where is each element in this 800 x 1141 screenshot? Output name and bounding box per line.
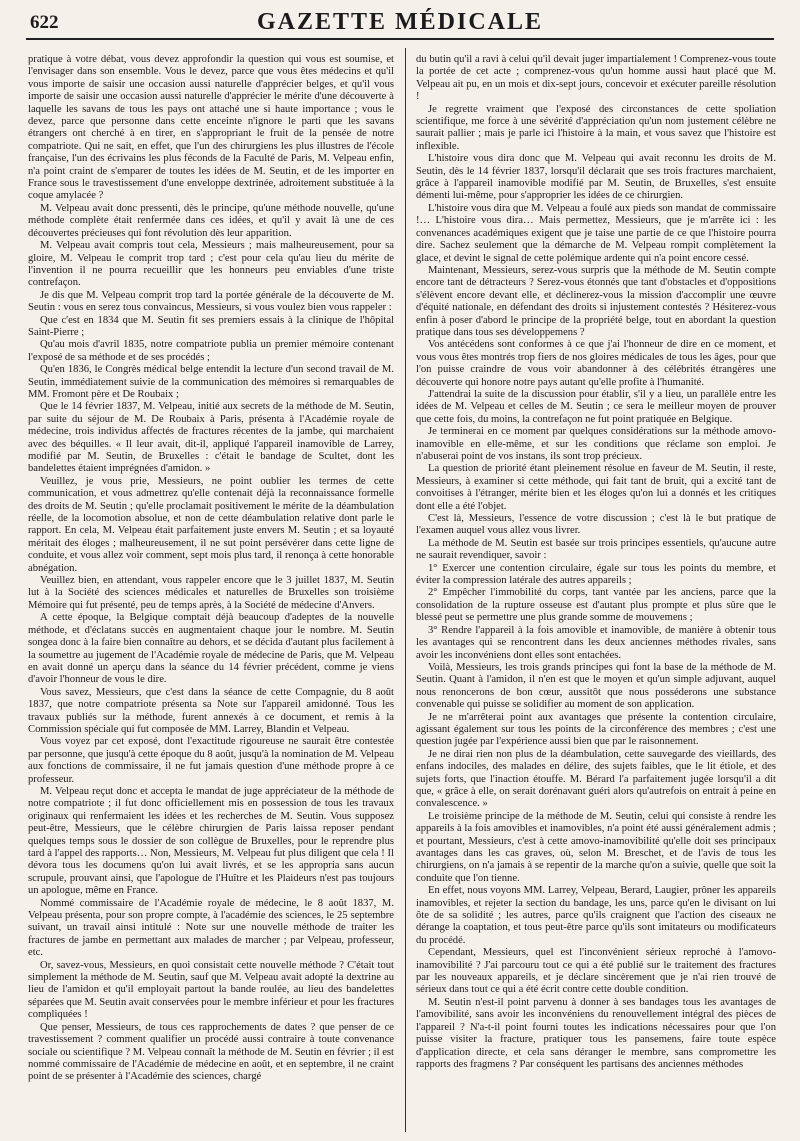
paragraph: En effet, nous voyons MM. Larrey, Velpeau, Berard, Laugier, prôner les appareils inamovibles, et rejeter la section du bandage, les uns, parce qu'en le divisant on lui ôte de sa solidité ; les autres, parce qu'ils craignent que l'action des ciseaux ne dérange la coaptation, et tous peut-être parce qu'ils sont imitateurs ou modificateurs du procédé. — [416, 885, 776, 946]
paragraph: 2° Empêcher l'immobilité du corps, tant vantée par les anciens, parce que la consolidation de la rupture osseuse est d'autant plus prompte et plus sûre que le blessé peut se permettre une plus grande somme de mouvemens ; — [416, 587, 776, 624]
paragraph: La question de priorité étant pleinement résolue en faveur de M. Seutin, il reste, Messieurs, à examiner si cette méthode, qui fait tant de bruit, qui a excité tant de convoitises à l'étranger, mérite bien et les éloges qu'on lui a donnés et les critiques dont elle a été l'objet. — [416, 463, 776, 512]
paragraph: Veuillez bien, en attendant, vous rappeler encore que le 3 juillet 1837, M. Seutin lut à la Société des sciences médicales et naturelles de Bruxelles son troisième Mémoire qui fut présenté, peu de temps après, à la Société de médecine d'Anvers. — [28, 575, 394, 611]
paragraph: 3° Rendre l'appareil à la fois amovible et inamovible, de manière à obtenir tous les avantages qui se rencontrent dans les deux anciennes méthodes rivales, sans avoir les inconvéniens dont elles sont entachées. — [416, 624, 776, 661]
left-column — [28, 54, 394, 1132]
paragraph: Nommé commissaire de l'Académie royale de médecine, le 8 août 1837, M. Velpeau présenta, pour son propre compte, à l'académie des sciences, le 25 septembre suivant, un travail ainsi intitulé : Note sur une nouvelle méthode de traiter les fractures de jambe en permettant aux malades de marcher ; par Velpeau, professeur, etc. — [28, 897, 394, 959]
paragraph: Que c'est en 1834 que M. Seutin fit ses premiers essais à la clinique de l'hôpital Saint-Pierre ; — [28, 314, 394, 338]
paragraph: pratique à votre débat, vous devez approfondir la question qui vous est soumise, et l'envisager dans son ensemble. Vous le devez, parce que vous êtes médecins et qu'il vous importe de saisir une occasion aussi naturelle d'apprécier belges, et qu'il vous importe de saisir une occasion aussi naturelle d'apprécier le mérite d'une découverte à laquelle les savans de tous les pays ont attaché une si haute importance ; vous le devez, parce que personne dans cette enceinte n'ignore le parti que les savans étrangers ont cherché à en tirer, en s'appropriant le fruit de la pensée de notre compatriote. Qui ne sait, en effet, que l'un des chirurgiens les plus illustres de l'école française, l'un des écrivains les plus féconds de la Faculté de Paris, M. Velpeau enfin, n'a point craint de s'emparer de toutes les idées de M. Seutin, et de les importer en France sous le travestissement d'une enveloppe dextrinée, adroitement substituée à la coque amylacée ? — [28, 54, 394, 202]
paragraph: J'attendrai la suite de la discussion pour établir, s'il y a lieu, un parallèle entre les idées de M. Velpeau et celles de M. Seutin ; ce sera le meilleur moyen de prouver que cette fois, du moins, la contrefaçon ne fut point pratiquée en Belgique. — [416, 388, 776, 425]
paragraph: M. Seutin n'est-il point parvenu à donner à ses bandages tous les avantages de l'amovibilité, sans avoir les inconvéniens du renouvellement intégral des pièces de l'appareil ? N'a-t-il point fourni toutes les indications nécessaires pour que l'on puisse visiter la fracture, pratiquer tous les pansemens, faire toute espèce d'application directe, et cela sans déranger le membre, sans compromettre les rapports des fragmens ? Par conséquent les partisans des anciennes méthodes — [416, 996, 776, 1070]
paragraph: du butin qu'il a ravi à celui qu'il devait juger impartialement ! Comprenez-vous toute la portée de cet acte ; comprenez-vous qu'un homme aussi haut placé que M. Velpeau ait pu, en un mois et dix-sept jours, concevoir et exécuter pareille résolution ! — [416, 54, 776, 103]
page-header — [26, 8, 774, 40]
paragraph: L'histoire vous dira donc que M. Velpeau qui avait reconnu les droits de M. Seutin, dès le 14 février 1837, lorsqu'il déclarait que ses trois fractures marchaient, grâce à l'appareil inamovible modifié par M. Seutin, de Bruxelles, s'est ensuite démenti lui-même, pour s'approprier les idées de ce chirurgien. — [416, 153, 776, 202]
paragraph: Vous savez, Messieurs, que c'est dans la séance de cette Compagnie, du 8 août 1837, que notre compatriote présenta sa Note sur l'appareil amidonné. Tous les travaux publiés sur la méthode, furent annexés à ce document, et remis à la Commission spéciale qui fut composée de MM. Larrey, Blandin et Velpeau. — [28, 686, 394, 735]
paragraph: M. Velpeau avait donc pressenti, dès le principe, qu'une méthode nouvelle, qu'une méthode complète était renfermée dans ces idées, et qu'il y avait là une de ces découvertes précieuses qui font révolution dès leur apparition. — [28, 202, 394, 239]
paragraph: Voilà, Messieurs, les trois grands principes qui font la base de la méthode de M. Seutin. Quant à l'amidon, il n'en est que le moyen et qu'un simple adjuvant, auquel nous renoncerons de bon cœur, aussitôt que nous posséderons une substance convenable qui puisse se solidifier au moment de son application. — [416, 661, 776, 711]
paragraph: Le troisième principe de la méthode de M. Seutin, celui qui consiste à rendre les appareils à la fois amovibles et inamovibles, n'a point été aussi généralement admis ; et pourtant, Messieurs, c'est à cette amovo-inamovibilité qu'elle doit ses principaux avantages dans les cas graves, où, selon M. Breschet, et de l'avis de tous les chirurgiens, on n'a jamais à se repentir de la marche qu'on a suivie, quelle que soit la conduite que l'on tienne. — [416, 810, 776, 884]
paragraph: A cette époque, la Belgique comptait déjà beaucoup d'adeptes de la nouvelle méthode, et d'éclatans succès en augmentaient chaque jour le nombre. M. Seutin songea donc à la faire bien connaître au dehors, et se décida d'autant plus facilement à la soumettre au jugement de l'Académie royale de médecine de Paris, que M. Velpeau en avait donné un aperçu dans la séance du 14 février précédent, comme je viens d'avoir l'honneur de vous le dire. — [28, 612, 394, 686]
paragraph: Cependant, Messieurs, quel est l'inconvénient sérieux reproché à l'amovo-inamovibilité ? J'ai parcouru tout ce qui a été publié sur le traitement des fractures par les nouveaux appareils, et je déclare sincèrement que je n'ai rien trouvé de sérieux dans tout ce qui a été écrit contre cette double condition. — [416, 947, 776, 996]
paragraph: Que le 14 février 1837, M. Velpeau, initié aux secrets de la méthode de M. Seutin, par suite du séjour de M. De Roubaix à Paris, présenta à l'Académie royale de médecine, trois individus affectés de fractures récentes de la jambe, qui marchaient avec des béquilles. « Il leur avait, dit-il, appliqué l'appareil inamovible de Larrey, modifié par M. Seutin, de Bruxelles : c'était le bandage de Scultet, dont les bandelettes étaient imprégnées d'amidon. » — [28, 401, 394, 475]
paragraph: Qu'au mois d'avril 1835, notre compatriote publia un premier mémoire contenant l'exposé de sa méthode et de ses procédés ; — [28, 339, 394, 363]
paragraph: L'histoire vous dira que M. Velpeau a foulé aux pieds son mandat de commissaire !… L'histoire vous dira… Mais permettez, Messieurs, que je m'arrête ici : les convenances académiques exigent que je taise une partie de ce que l'histoire pourra dire. Sachez seulement que la démarche de M. Velpeau rompit complètement la glace, et devint le signal de cette polémique ardente qui n'a point encore cessé. — [416, 202, 776, 264]
paragraph: Je ne dirai rien non plus de la déambulation, cette sauvegarde des vieillards, des enfans indociles, des malades en délire, des sujets faibles, que le lit étiole, et des sujets forts, que l'inaction étouffe. M. Bérard l'a parfaitement jugée lorsqu'il a dit que, « grâce à elle, on serait dorénavant guéri alors qu'autrefois on entrait à peine en convalescence. » — [416, 748, 776, 810]
paragraph: Je ne m'arrêterai point aux avantages que présente la contention circulaire, agissant également sur tous les points de la circonférence des membres ; c'est une question jugée par l'expérience aussi bien que par le raisonnement. — [416, 711, 776, 748]
paragraph: Je dis que M. Velpeau comprit trop tard la portée générale de la découverte de M. Seutin : vous en serez tous convaincus, Messieurs, si vous voulez bien vous rappeler : — [28, 289, 394, 314]
paragraph: Vous voyez par cet exposé, dont l'exactitude rigoureuse ne saurait être contestée par personne, que jusqu'à cette époque du 8 août, jusqu'à la nomination de M. Velpeau aux fonctions de commissaire, il ne fut jamais question d'une méthode propre à ce professeur. — [28, 736, 394, 785]
paragraph: 1° Exercer une contention circulaire, égale sur tous les points du membre, et éviter la compression latérale des autres appareils ; — [416, 562, 776, 587]
paragraph: Je regrette vraiment que l'exposé des circonstances de cette spoliation scientifique, me force à une sévérité d'appréciation qu'un nom justement célèbre ne saurait pallier ; mais je parle ici l'histoire à la main, et vous savez que l'histoire est inflexible. — [416, 103, 776, 152]
paragraph: Veuillez, je vous prie, Messieurs, ne point oublier les termes de cette communication, et vous admettrez qu'elle contenait déjà la reconnaissance formelle des droits de M. Seutin ; qu'elle proclamait positivement le mérite de la déambulation réelle, de la locomotion absolue, et non de cette déambulation relative dont parle le rapport. En cela, M. Velpeau était parfaitement juste envers M. Seutin ; et sa loyauté méritait des éloges ; malheureusement, il ne sut point persévérer dans cette ligne de conduite, et vous allez voir comment, sept mois plus tard, il renonça à cette honorable abnégation. — [28, 475, 394, 574]
paragraph: Je terminerai en ce moment par quelques considérations sur la méthode amovo-inamovible en elle-même, et sur les conditions que réclame son emploi. Je n'abuserai point de vos instans, ils sont trop précieux. — [416, 426, 776, 462]
paragraph: C'est là, Messieurs, l'essence de votre discussion ; c'est là le but pratique de l'examen auquel vous allez vous livrer. — [416, 513, 776, 537]
paragraph: Maintenant, Messieurs, serez-vous surpris que la méthode de M. Seutin compte encore tant de détracteurs ? Serez-vous étonnés que tant d'obstacles et d'oppositions s'élèvent encore devant elle, et déclinerez-vous la mission d'accomplir une œuvre d'équité nationale, en défendant des droits si injustement contestés ? Hésiterez-vous enfin à poser d'abord le principe de la propriété belge, tout en abordant la question pratique dans tous ses développemens ? — [416, 264, 776, 338]
page-number: 622 — [30, 12, 59, 33]
paragraph: M. Velpeau reçut donc et accepta le mandat de juge appréciateur de la méthode de notre compatriote ; il fut donc officiellement mis en possession de tous les travaux originaux qui renfermaient les idées et les recherches de M. Seutin. Vous supposez peut-être, Messieurs, que le célèbre chirurgien de Paris laissa reposer pendant quelques temps sous le dossier de son collègue de Bruxelles, pour le reprendre plus tard à l'appel des rapports… Non, Messieurs, M. Velpeau fut plus diligent que cela ! Il dévora tous les documens qu'on lui avait livrés, et se les appropria sans aucun scrupule, prouvant ainsi, que l'apologue de l'Huître et les Plaideurs n'est pas toujours un apologue, même en France. — [28, 785, 394, 897]
paragraph: Qu'en 1836, le Congrès médical belge entendit la lecture d'un second travail de M. Seutin, immédiatement suivie de la communication des mémoires si remarquables de MM. Fromont père et De Roubaix ; — [28, 364, 394, 400]
right-column — [416, 54, 776, 1132]
paragraph: Vos antécédens sont conformes à ce que j'ai l'honneur de dire en ce moment, et vous vous êtes montrés trop fiers de nos gloires médicales de tous les âges, pour que l'on puisse craindre de vous voir abandonner à des célébrités étrangères une découverte qui honore notre pays autant qu'elle profite à l'humanité. — [416, 339, 776, 388]
paragraph: Or, savez-vous, Messieurs, en quoi consistait cette nouvelle méthode ? C'était tout simplement la méthode de M. Seutin, sauf que M. Velpeau avait adopté la dextrine au lieu de l'amidon et qu'il employait partout la bande roulée, au lieu des bandelettes séparées que M. Seutin avait conservées pour le membre inférieur et pour les fractures compliquées ! — [28, 959, 394, 1021]
column-divider — [405, 48, 406, 1132]
journal-title: GAZETTE MÉDICALE — [256, 9, 544, 35]
paragraph: La méthode de M. Seutin est basée sur trois principes essentiels, qu'aucune autre ne saurait revendiquer, savoir : — [416, 537, 776, 562]
paragraph: Que penser, Messieurs, de tous ces rapprochements de dates ? que penser de ce travestissement ? comment qualifier un procédé aussi contraire à toute convenance sociale ou scientifique ? M. Velpeau connaît la méthode de M. Seutin en février ; il est nommé commissaire de l'Académie de médecine en août, et en septembre, il ne craint point de se présenter à l'Académie des sciences, chargé — [28, 1021, 394, 1083]
paragraph: M. Velpeau avait compris tout cela, Messieurs ; mais malheureusement, pour sa gloire, M. Velpeau le comprit trop tard ; c'est pour cela qu'au lieu du mérite de l'invention il ne pourra recueillir que les honneurs peu enviables d'une triste contrefaçon. — [28, 240, 394, 289]
